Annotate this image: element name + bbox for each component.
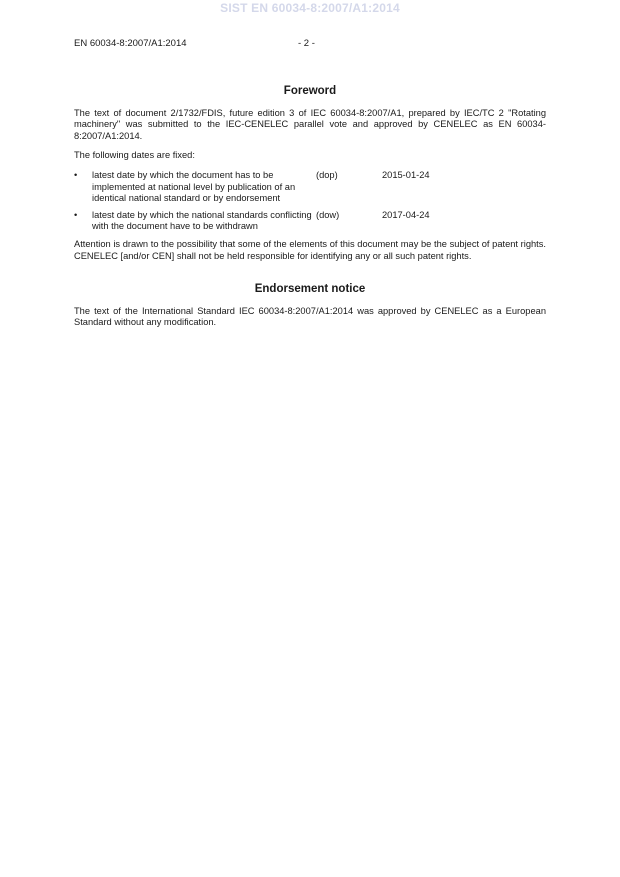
bullet: • [74, 209, 78, 220]
patent-notice: Attention is drawn to the possibility that some of the elements of this document may be the subject of patent rights. CENELEC [and/or CEN] shall not be held responsible for identifying any or all such patent rights. [74, 238, 546, 261]
date-row-dow [74, 210, 546, 233]
document-body [74, 86, 546, 337]
foreword-title: Foreword [283, 85, 337, 97]
dates-intro: The following dates are fixed: [74, 150, 195, 161]
endorsement-text: The text of the International Standard IEC 60034-8:2007/A1:2014 was approved by CENELEC as a European Standard without any modification. [74, 305, 546, 328]
watermark: SIST EN 60034-8:2007/A1:2014 [220, 1, 400, 15]
date-abbr: (dop) [316, 169, 338, 180]
date-abbr: (dow) [316, 209, 340, 220]
endorsement-title: Endorsement notice [254, 283, 366, 296]
date-row-dop [74, 170, 546, 205]
header-doc-id: EN 60034-8:2007/A1:2014 [74, 38, 187, 49]
date-value: 2017-04-24 [382, 209, 430, 220]
bullet: • [74, 169, 78, 180]
date-description: latest date by which the document has to be implemented at national level by publication of an identical national standard or by endorsement [92, 169, 296, 204]
page-number: - 2 - [298, 38, 315, 49]
dates-list [74, 170, 546, 233]
foreword-intro: The text of document 2/1732/FDIS, future edition 3 of IEC 60034-8:2007/A1, prepared by IEC/TC 2 "Rotating machinery" was submitted to the IEC-CENELEC parallel vote and approved by CENELEC as EN 60034-8:2007/A1:2014. [74, 107, 546, 141]
date-value: 2015-01-24 [382, 169, 430, 180]
date-description: latest date by which the national standards conflicting with the document have to be withdrawn [92, 209, 312, 232]
